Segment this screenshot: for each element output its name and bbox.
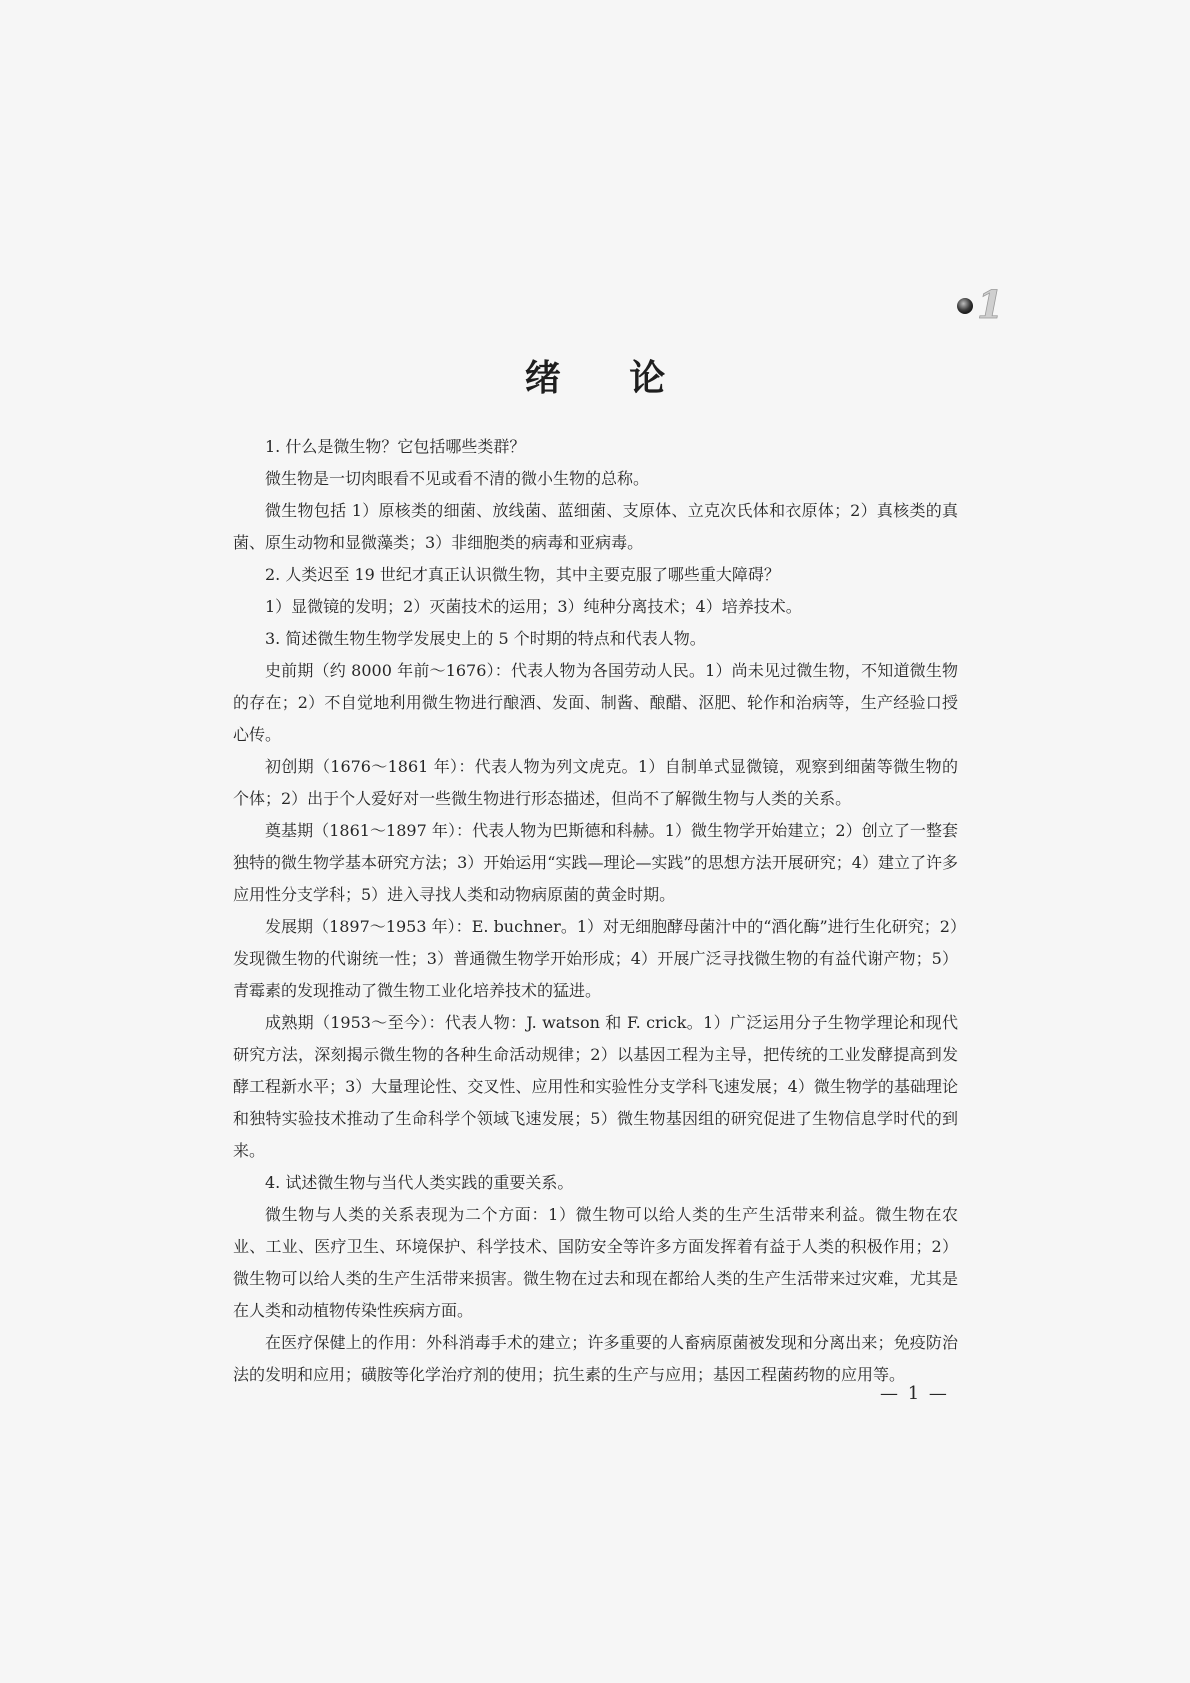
answer-paragraph: 发展期（1897～1953 年）：E. buchner。1）对无细胞酵母菌汁中的“酒化酶”进行生化研究；2）发现微生物的代谢统一性；3）普通微生物学开始形成；4）开展广泛寻找微生物的有益代谢产物；5）青霉素的发现推动了微生物工业化培养技术的猛进。 (233, 917, 958, 1000)
chapter-number: 1 (977, 282, 1004, 322)
question-3: 3. 简述微生物生物学发展史上的 5 个时期的特点和代表人物。 (265, 629, 706, 648)
answer-paragraph: 奠基期（1861～1897 年）：代表人物为巴斯德和科赫。1）微生物学开始建立；2）创立了一整套独特的微生物学基本研究方法；3）开始运用“实践—理论—实践”的思想方法开展研究；4）建立了许多应用性分支学科；5）进入寻找人类和动物病原菌的黄金时期。 (233, 821, 958, 904)
answer-paragraph: 在医疗保健上的作用：外科消毒手术的建立；许多重要的人畜病原菌被发现和分离出来；免疫防治法的发明和应用；磺胺等化学治疗剂的使用；抗生素的生产与应用；基因工程菌药物的应用等。 (233, 1333, 958, 1384)
page-number: — 1 — (880, 1383, 949, 1404)
answer-paragraph: 微生物与人类的关系表现为二个方面：1）微生物可以给人类的生产生活带来利益。微生物在农业、工业、医疗卫生、环境保护、科学技术、国防安全等许多方面发挥着有益于人类的积极作用；2）微生物可以给人类的生产生活带来损害。微生物在过去和现在都给人类的生产生活带来过灾难，尤其是在人类和动植物传染性疾病方面。 (233, 1205, 958, 1320)
answer-paragraph: 史前期（约 8000 年前～1676）：代表人物为各国劳动人民。1）尚未见过微生物，不知道微生物的存在；2）不自觉地利用微生物进行酿酒、发面、制酱、酿醋、沤肥、轮作和治病等，生产经验口授心传。 (233, 661, 958, 744)
answer-paragraph: 初创期（1676～1861 年）：代表人物为列文虎克。1）自制单式显微镜，观察到细菌等微生物的个体；2）出于个人爱好对一些微生物进行形态描述，但尚不了解微生物与人类的关系。 (233, 757, 958, 808)
body-text (233, 431, 958, 1391)
answer-paragraph: 微生物是一切肉眼看不见或看不清的微小生物的总称。 (265, 469, 650, 488)
question-4: 4. 试述微生物与当代人类实践的重要关系。 (265, 1173, 574, 1192)
chapter-number-badge (955, 282, 1015, 322)
answer-paragraph: 成熟期（1953～至今）：代表人物：J. watson 和 F. crick。1）广泛运用分子生物学理论和现代研究方法，深刻揭示微生物的各种生命活动规律；2）以基因工程为主导，把传统的工业发酵提高到发酵工程新水平；3）大量理论性、交叉性、应用性和实验性分支学科飞速发展；4）微生物学的基础理论和独特实验技术推动了生命科学个领域飞速发展；5）微生物基因组的研究促进了生物信息学时代的到来。 (233, 1013, 958, 1160)
question-1: 1. 什么是微生物？它包括哪些类群？ (265, 437, 526, 456)
chapter-title: 绪 论 (524, 357, 694, 399)
answer-paragraph: 微生物包括 1）原核类的细菌、放线菌、蓝细菌、支原体、立克次氏体和衣原体；2）真核类的真菌、原生动物和显微藻类；3）非细胞类的病毒和亚病毒。 (233, 501, 958, 552)
answer-paragraph: 1）显微镜的发明；2）灭菌技术的运用；3）纯种分离技术；4）培养技术。 (265, 597, 802, 616)
decorative-ball-icon (957, 298, 973, 314)
question-2: 2. 人类迟至 19 世纪才真正认识微生物，其中主要克服了哪些重大障碍？ (265, 565, 780, 584)
